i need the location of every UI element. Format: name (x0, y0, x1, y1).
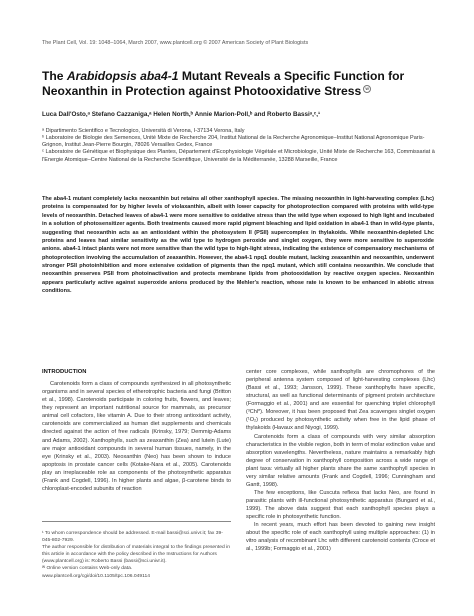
intro-paragraph-3: The few exceptions, like Cuscuta reflexa that lacks Neo, are found in parasitic plants with ill-functional photosynthetic apparatus (Bungard et al., 1999). The above data suggest that each xanthophyll species plays a specific role in photosynthetic function. (246, 489, 435, 521)
left-column (42, 368, 231, 493)
right-column (246, 368, 435, 553)
intro-paragraph-4: In recent years, much effort has been devoted to gaining new insight about the specific role of each xanthophyll using multiple approaches: (1) in vitro analysis of recombinant Lhc with different carotenoid contents (Croce et al., 1999b; Formaggio et al., 2001) (246, 522, 435, 553)
footnote-materials: The author responsible for distribution of materials integral to the findings presented in this article in accordance with the policy described in the Instructions for Authors (www.plantcell.org) is: Roberto Bassi (bassi@sci.univr.it). (42, 545, 231, 565)
web-only-data-icon[interactable]: W (363, 85, 371, 93)
intro-paragraph-1: Carotenoids form a class of compounds synthesized in all photosynthetic organisms and in several species of etherotrophic bacteria and fungi (Britton et al., 1998). Carotenoids participate in coloring fruits, flowers, and leaves; they represent an important nutritional source for mammals, as precursor animal cell cofactors, like vitamin A. Due to their strong antioxidant activity, carotenoids are commercialized as human diet supplements and chemicals directed against the action of free radicals (Krinsky, 1979; Demmig-Adams and Adams, 2002). Xanthophylls, such as zeaxanthin (Zea) and lutein (Lute) are major antioxidant compounds in several human tissues, namely, in the eye (Krinsky et al., 2003). Neoxanthin (Neo) has been shown to induce apoptosis in prostate cancer cells (Kotake-Nara et al., 2005). Carotenoids play an irreplaceable role as components of the photosynthetic apparatus (Frank and Cogdell, 1996). In higher plants and algae, β-carotene binds to chloroplast-encoded subunits of reaction (42, 381, 231, 492)
title-italic: Arabidopsis aba4-1 (66, 69, 179, 83)
footnote-correspondence: ¹ To whom correspondence should be addressed. E-mail bassi@sci.univr.it; fax 39-045-802-7929. (42, 531, 223, 544)
title-prefix: The (42, 69, 67, 83)
footnote-web-data: ᵂ Online version contains Web-only data. (42, 566, 133, 572)
affiliations (42, 128, 437, 164)
intro-paragraph-continued: center core complexes, while xanthophylls are chromophores of the peripheral antenna system composed of light-harvesting complexes (Lhc) (Bassi et al., 1993; Jansson, 1999). These xanthophylls have specific, structural, as well as functional determinants of pigment protein architecture (Formaggio et al., 2001) and are essential for quenching triplet chlorophyll (³Chl*). Moreover, it has been proposed that Zea scavenges singlet oxygen (¹O₂) produced by photosynthetic activity when free in the lipid phase of thylakoids (Havaux and Niyogi, 1999). (246, 369, 435, 432)
affiliation-a: ᵃ Dipartimento Scientifico e Tecnologico, Università di Verona, I-37134 Verona, Italy (42, 128, 245, 134)
footnotes (42, 521, 231, 580)
affiliation-c: ᶜ Laboratoire de Génétique et Biophysique des Plantes, Département d'Ecophysiologie Végétale et Microbiologie, Unité Mixte de Recherche 163, Commissariat à l'Energie Atomique–Centre National de la Recherche Scientifique, Université de la Méditerranée, 13288 Marseille, France (42, 149, 435, 163)
article-title (42, 69, 442, 99)
title-suffix: Mutant Reveals a Specific Function for Neoxanthin in Protection against Photooxidative Stress (42, 69, 405, 98)
author-list: Luca Dall'Osto,ᵃ Stefano Cazzaniga,ᵃ Helen North,ᵇ Annie Marion-Poll,ᵇ and Roberto Bassiᵃ,ᶜ,¹ (42, 111, 321, 118)
intro-paragraph-2: Carotenoids form a class of compounds with very similar absorption characteristics in the visible region, both in term of molar extinction value and absorption wavelengths. Nevertheless, nature maintains a remarkably high degree of conservation in xanthophyll composition across a wide range of plant taxa: virtually all higher plants share the same xanthophyll species in very similar relative amounts (Frank and Cogdell, 1996; Cunningham and Gantt, 1998). (246, 433, 435, 488)
affiliation-b: ᵇ Laboratoire de Biologie des Semences, Unité Mixte de Recherche 204, Institut National de la Recherche Agronomique–Institut National Agronomique Paris-Grignon, Institut Jean-Pierre Bourgin, 78026 Versailles Cedex, France (42, 135, 425, 149)
journal-header: The Plant Cell, Vol. 19: 1048–1064, March 2007, www.plantcell.org © 2007 American Society of Plant Biologists (42, 40, 309, 46)
introduction-heading: INTRODUCTION (42, 369, 87, 375)
abstract: The aba4-1 mutant completely lacks neoxanthin but retains all other xanthophyll species. The missing neoxanthin in light-harvesting complex (Lhc) proteins is compensated for by higher levels of violaxanthin, albeit with lower capacity for photoprotection compared with proteins with wild-type levels of neoxanthin. Detached leaves of aba4-1 were more sensitive to oxidative stress than the wild type when exposed to high light and incubated in a solution of photosensitizer agents. Both treatments caused more rapid pigment bleaching and lipid oxidation in aba4-1 than in wild-type plants, suggesting that neoxanthin acts as an antioxidant within the photosystem II (PSII) supercomplex in thylakoids. While neoxanthin-depleted Lhc proteins and leaves had similar sensitivity as the wild type to hydrogen peroxide and singlet oxygen, they were more sensitive to superoxide anions. aba4-1 intact plants were not more sensitive than the wild type to high-light stress, indicating the existence of compensatory mechanisms of photoprotection involving the accumulation of zeaxanthin. However, the aba4-1 npq1 double mutant, lacking zeaxanthin and neoxanthin, underwent stronger PSII photoinhibition and more extensive oxidation of pigments than the npq1 mutant, which still contains neoxanthin. We conclude that neoxanthin preserves PSII from photoinactivation and protects membrane lipids from photooxidation by reactive oxygen species. Neoxanthin appears particularly active against superoxide anions produced by the Mehler's reaction, whose rate is known to be enhanced in abiotic stress conditions. (42, 196, 434, 295)
footnote-doi-link[interactable]: www.plantcell.org/cgi/doi/10.1105/tpc.106.049114 (42, 573, 150, 579)
